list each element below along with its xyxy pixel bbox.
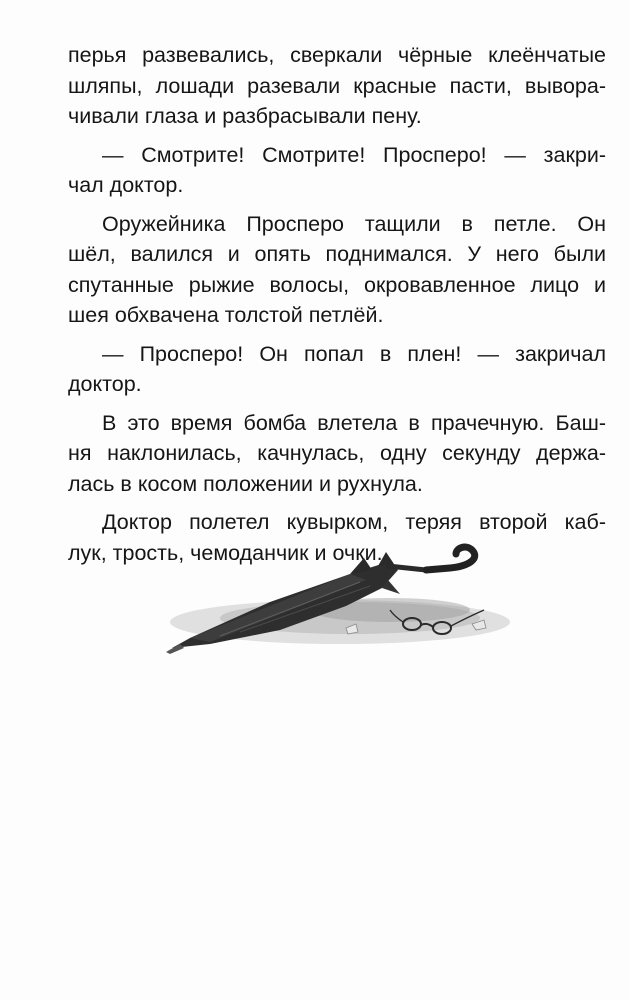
- paragraph-5: [68, 408, 606, 500]
- paragraph-3: [68, 209, 606, 331]
- text-line: Доктор полетел кувырком, теряя второй каб-: [102, 510, 606, 534]
- paragraph-4: [68, 339, 606, 400]
- paragraph-2: [68, 140, 606, 201]
- text-line: В это время бомба влетела в прачечную. Баш-: [102, 410, 606, 435]
- text-line: спутанные рыжие волосы, окровавленное лицо и: [68, 272, 606, 297]
- body-text: [68, 40, 606, 576]
- text-line: лась в косом положении и рухнула.: [68, 471, 423, 496]
- text-line: — Смотрите! Смотрите! Просперо! — закри-: [102, 142, 606, 167]
- text-line: лук, трость, чемоданчик и очки.: [68, 540, 383, 565]
- text-line: чал доктор.: [68, 173, 184, 197]
- umbrella-illustration: [150, 540, 510, 660]
- text-line: чивали глаза и разбрасывали пену.: [68, 104, 422, 128]
- text-line: шея обхвачена толстой петлёй.: [68, 303, 384, 327]
- text-line: ня наклонилась, качнулась, одну секунду держа-: [68, 441, 606, 465]
- text-line: шёл, валился и опять поднимался. У него были: [68, 242, 606, 266]
- text-line: — Просперо! Он попал в плен! — закричал: [102, 341, 606, 366]
- text-line: шляпы, лошади разевали красные пасти, вывора-: [68, 73, 606, 98]
- text-line: перья развевались, сверкали чёрные клеёнчатые: [68, 43, 606, 67]
- text-line: доктор.: [68, 372, 142, 396]
- text-line: Оружейника Просперо тащили в петле. Он: [102, 211, 606, 236]
- paragraph-1: [68, 40, 606, 132]
